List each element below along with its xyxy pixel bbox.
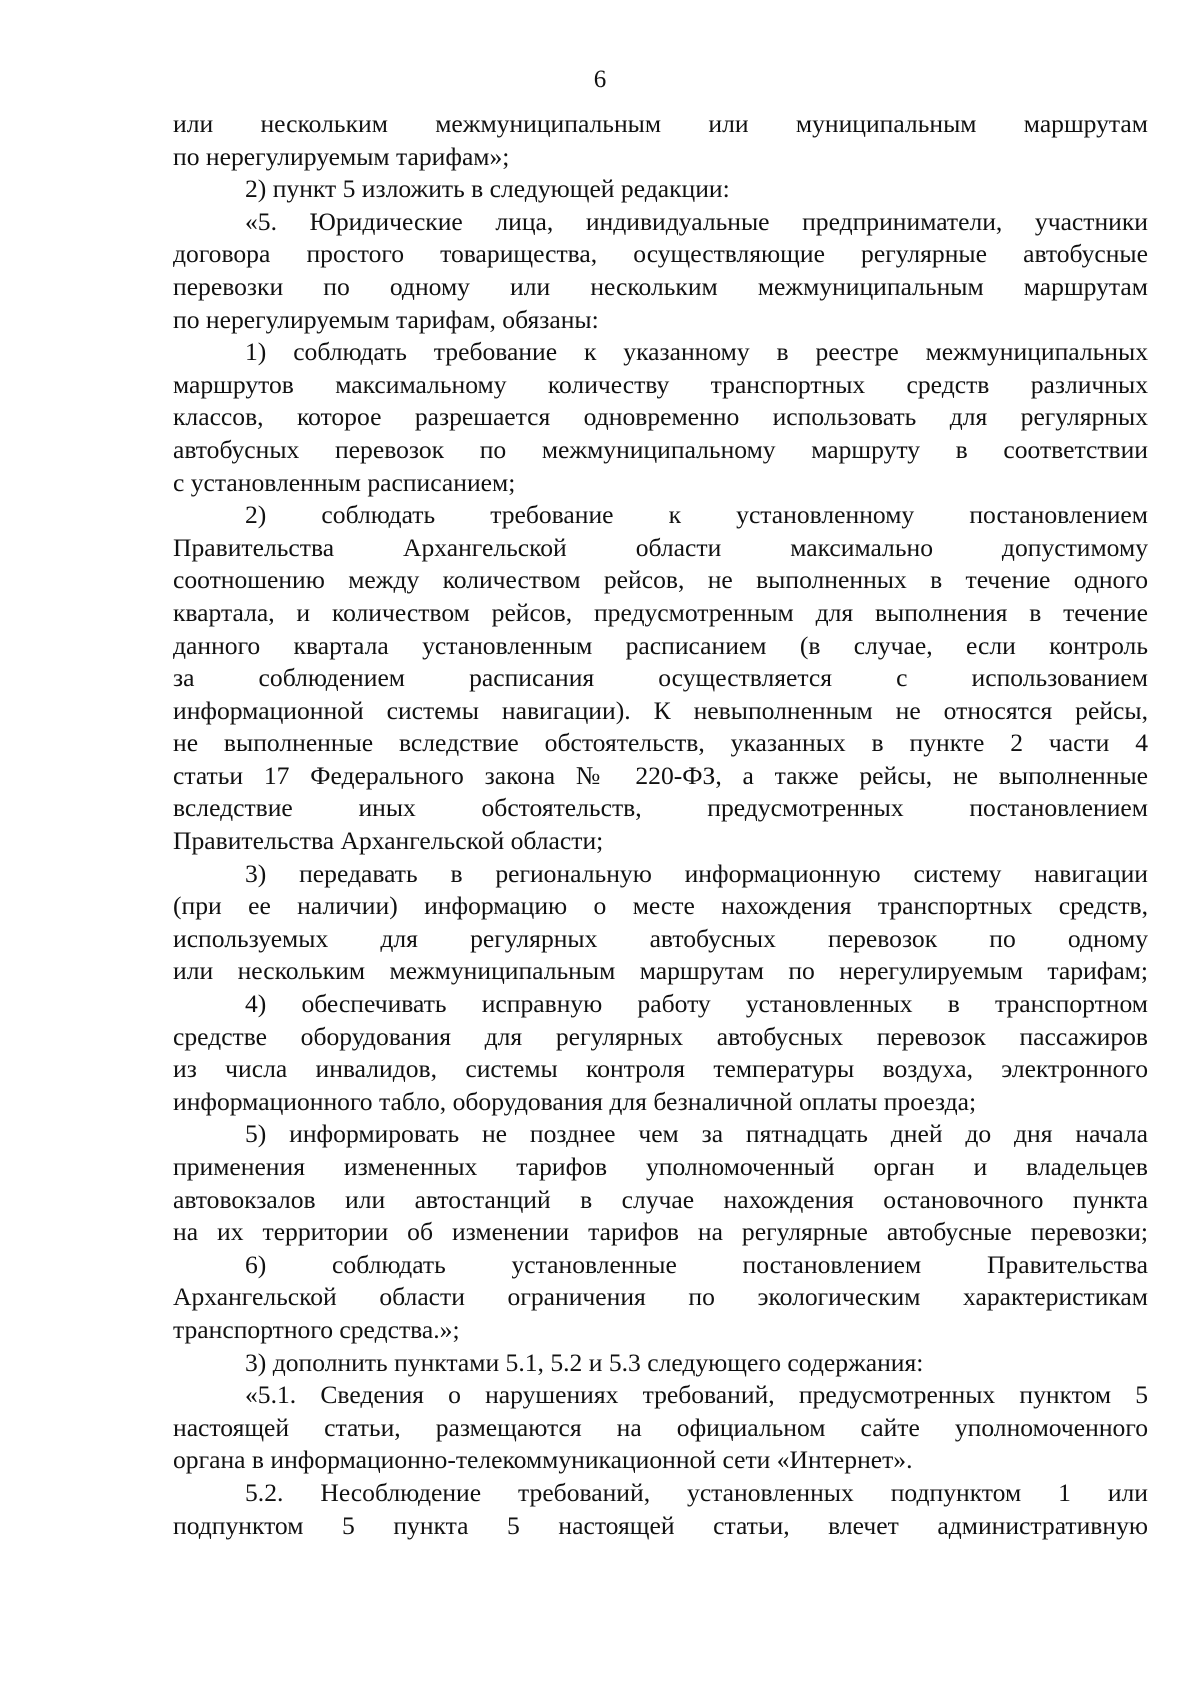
text-line: 1) соблюдать требование к указанному в реестре межмуниципальных <box>245 337 1148 367</box>
text-line: 5.2. Несоблюдение требований, установленных подпунктом 1 или <box>245 1477 1148 1507</box>
text-line: Архангельской области ограничения по экологическим характеристикам <box>173 1282 1148 1312</box>
text-line: за соблюдением расписания осуществляется с использованием <box>173 663 1148 693</box>
text-line: транспортного средства.»; <box>173 1314 460 1344</box>
text-line: не выполненные вследствие обстоятельств, указанных в пункте 2 части 4 <box>173 728 1148 758</box>
page-number: 6 <box>593 66 607 93</box>
text-line: вследствие иных обстоятельств, предусмотренных постановлением <box>173 793 1148 823</box>
text-line: 5) информировать не позднее чем за пятнадцать дней до дня начала <box>245 1119 1148 1149</box>
text-line: «5. Юридические лица, индивидуальные предприниматели, участники <box>245 206 1148 236</box>
text-line: информационной системы навигации). К невыполненным не относятся рейсы, <box>173 695 1148 725</box>
text-line: с установленным расписанием; <box>173 467 516 497</box>
text-line: статьи 17 Федерального закона № 220-ФЗ, а также рейсы, не выполненные <box>173 760 1148 790</box>
text-line: средстве оборудования для регулярных автобусных перевозок пассажиров <box>173 1021 1148 1051</box>
text-line: 2) пункт 5 изложить в следующей редакции: <box>245 174 730 204</box>
text-line: автовокзалов или автостанций в случае нахождения остановочного пункта <box>173 1184 1148 1214</box>
text-line: «5.1. Сведения о нарушениях требований, предусмотренных пунктом 5 <box>245 1380 1148 1410</box>
text-line: по нерегулируемым тарифам»; <box>173 141 510 171</box>
text-line: перевозки по одному или нескольким межмуниципальным маршрутам <box>173 271 1148 301</box>
text-line: на их территории об изменении тарифов на регулярные автобусные перевозки; <box>173 1217 1148 1247</box>
text-line: 4) обеспечивать исправную работу установленных в транспортном <box>245 989 1148 1019</box>
text-line: из числа инвалидов, системы контроля температуры воздуха, электронного <box>173 1054 1148 1084</box>
text-line: применения измененных тарифов уполномоченный орган и владельцев <box>173 1152 1148 1181</box>
text-line: используемых для регулярных автобусных перевозок по одному <box>173 923 1148 953</box>
text-line: данного квартала установленным расписанием (в случае, если контроль <box>173 630 1148 660</box>
text-line: по нерегулируемым тарифам, обязаны: <box>173 304 599 334</box>
document-body <box>173 108 1148 1542</box>
text-line: Правительства Архангельской области максимально допустимому <box>173 532 1148 562</box>
text-line: соотношению между количеством рейсов, не выполненных в течение одного <box>173 565 1148 595</box>
text-line: 3) дополнить пунктами 5.1, 5.2 и 5.3 следующего содержания: <box>245 1347 924 1377</box>
text-line: квартала, и количеством рейсов, предусмотренным для выполнения в течение <box>173 597 1148 627</box>
text-line: Правительства Архангельской области; <box>173 826 604 856</box>
text-line: 3) передавать в региональную информационную систему навигации <box>245 858 1148 888</box>
text-line: или нескольким межмуниципальным маршрутам по нерегулируемым тарифам; <box>173 956 1148 986</box>
text-line: или нескольким межмуниципальным или муниципальным маршрутам <box>173 109 1148 138</box>
text-line: классов, которое разрешается одновременно использовать для регулярных <box>173 402 1148 432</box>
text-line: договора простого товарищества, осуществляющие регулярные автобусные <box>173 239 1148 269</box>
text-line: автобусных перевозок по межмуниципальному маршруту в соответствии <box>173 434 1148 464</box>
text-line: настоящей статьи, размещаются на официальном сайте уполномоченного <box>173 1412 1148 1442</box>
text-line: информационного табло, оборудования для безналичной оплаты проезда; <box>173 1086 977 1116</box>
text-line: 6) соблюдать установленные постановлением Правительства <box>245 1249 1148 1279</box>
text-line: органа в информационно-телекоммуникационной сети «Интернет». <box>173 1445 913 1475</box>
text-line: подпунктом 5 пункта 5 настоящей статьи, влечет административную <box>173 1510 1148 1540</box>
text-line: (при ее наличии) информацию о месте нахождения транспортных средств, <box>173 891 1148 921</box>
text-line: 2) соблюдать требование к установленному постановлением <box>245 500 1148 530</box>
text-line: маршрутов максимальному количеству транспортных средств различных <box>173 369 1148 399</box>
